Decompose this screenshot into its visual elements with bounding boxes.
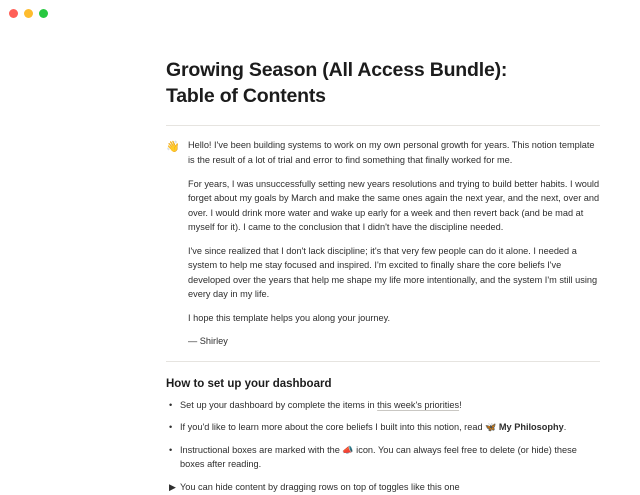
setup-bullet-list [166, 398, 600, 495]
page-title-line-1: Growing Season (All Access Bundle): [166, 59, 508, 81]
zoom-window-button[interactable] [39, 9, 48, 18]
chevron-right-icon[interactable]: ▶ [169, 481, 177, 492]
close-window-button[interactable] [9, 9, 18, 18]
list-item [166, 443, 600, 472]
bullet-text-before: Set up your dashboard by complete the items in [180, 399, 378, 410]
intro-paragraph-4: I hope this template helps you along your journey. [188, 312, 391, 323]
bullet-text-after: icon. You can always feel free to delete (or hide) these boxes after reading. [180, 444, 577, 470]
butterfly-icon: 🦋 [485, 422, 497, 433]
document-page [0, 26, 640, 492]
my-philosophy-link[interactable]: My Philosophy [496, 422, 564, 433]
intro-paragraph-1: Hello! I've been building systems to work on my own personal growth for years. This notion template is the result of a lot of trial and error to find something that finally worked for me. [188, 140, 595, 165]
bullet-text-before: Instructional boxes are marked with the [180, 444, 343, 455]
bullet-text-after: ! [459, 399, 462, 410]
this-weeks-priorities-link[interactable]: this week's priorities [377, 399, 460, 410]
document-content [166, 26, 600, 495]
list-item [166, 420, 600, 435]
bullet-icon: • [169, 399, 173, 410]
toggle-text: You can hide content by dragging rows on top of toggles like this one [180, 481, 460, 492]
bullet-icon: • [169, 422, 173, 433]
window-titlebar [0, 0, 640, 26]
megaphone-icon: 📣 [342, 444, 354, 455]
minimize-window-button[interactable] [24, 9, 33, 18]
intro-callout-body [188, 138, 600, 348]
page-title-line-2: Table of Contents [166, 84, 326, 107]
list-item [166, 398, 600, 413]
intro-paragraph-3: I've since realized that I don't lack discipline; it's that very few people can do it alone. I needed a system to help me stay focused and inspired. I'm excited to finally share the core beliefs I've developed over the years that help me shape my life more intentionally, and the system I'm still using every day in my life. [188, 245, 598, 300]
bullet-text-before: If you'd like to learn more about the core beliefs I built into this notion, read [180, 422, 486, 433]
toggle-list-item[interactable] [166, 480, 600, 495]
intro-signature: — Shirley [188, 336, 228, 347]
bullet-text-after: . [563, 422, 567, 433]
intro-callout [166, 125, 600, 361]
intro-paragraph-2: For years, I was unsuccessfully setting new years resolutions and trying to build better habits. I would forget about my goals by March and make the same ones again the next year, and the next, over and over. I would drink more water and wake up early for a week and then revert back (and be mad at myself for it). I came to the conclusion that I didn't have the discipline needed. [188, 178, 600, 233]
bullet-icon: • [169, 444, 173, 455]
waving-hand-icon: 👋 [166, 141, 180, 154]
page-title [166, 58, 600, 109]
section-heading-setup: How to set up your dashboard [166, 377, 332, 390]
